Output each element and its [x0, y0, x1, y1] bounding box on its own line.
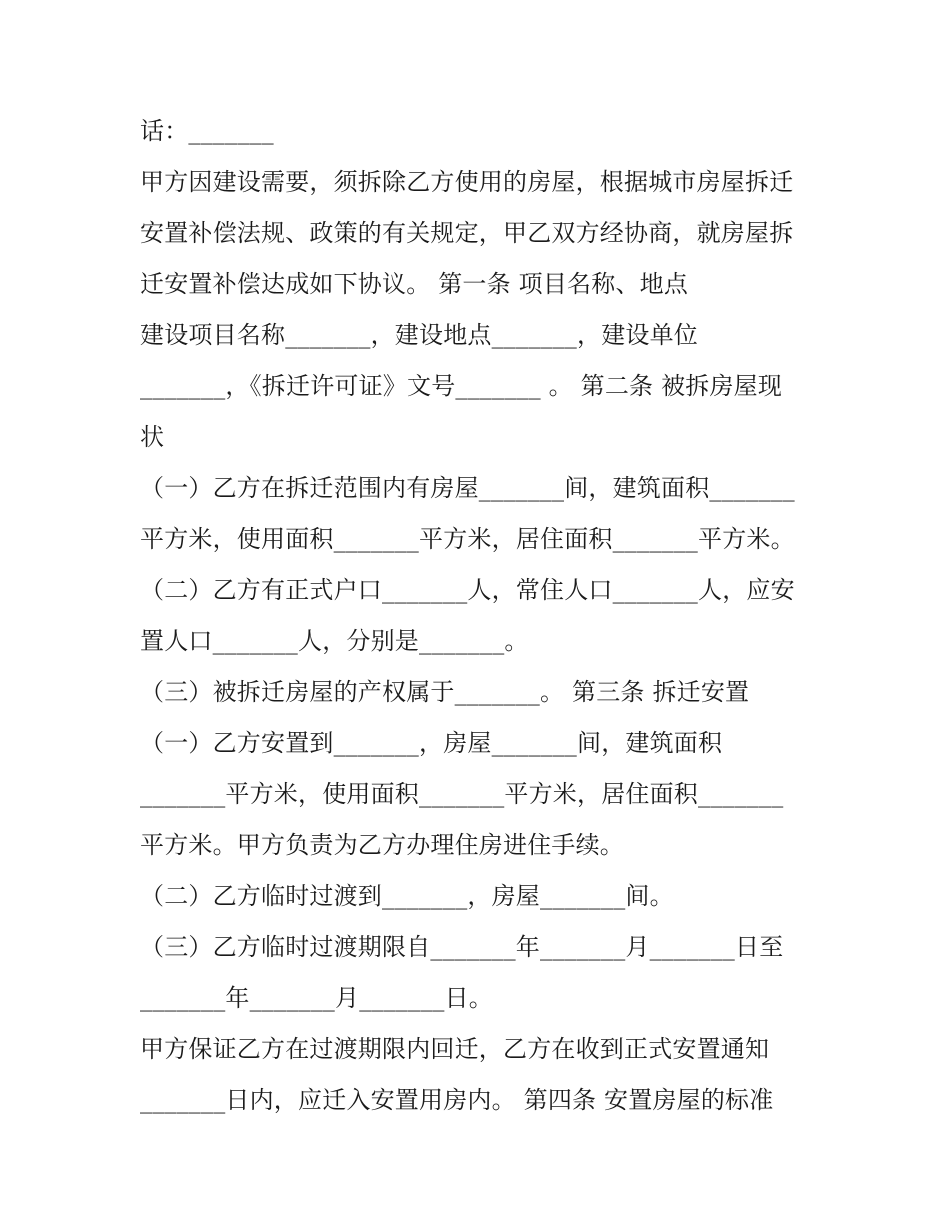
text-line: 状 — [140, 423, 165, 451]
text-line: 平方米。甲方负责为乙方办理住房进住手续。 — [140, 831, 624, 859]
text-line: （二）乙方有正式户口_______人，常住人口_______人，应安 — [140, 576, 795, 604]
text-line: 平方米，使用面积_______平方米，居住面积_______平方米。 — [140, 525, 795, 553]
text-line: _______，《拆迁许可证》文号_______ 。 第二条 被拆房屋现 — [140, 372, 783, 400]
text-line: _______平方米，使用面积_______平方米，居住面积_______ — [140, 780, 784, 808]
text-line: 置人口_______人，分别是_______。 — [140, 627, 529, 655]
document-body — [140, 106, 820, 1126]
text-line: _______年_______月_______日。 — [140, 984, 493, 1012]
text-line: （一）乙方在拆迁范围内有房屋_______间，建筑面积_______ — [140, 474, 795, 502]
text-line: （一）乙方安置到_______，房屋_______间，建筑面积 — [140, 729, 723, 757]
text-line: （三）被拆迁房屋的产权属于_______。 第三条 拆迁安置 — [140, 678, 750, 706]
text-line: 迁安置补偿达成如下协议。 第一条 项目名称、地点 — [140, 270, 689, 298]
text-line: 甲方保证乙方在过渡期限内回迁，乙方在收到正式安置通知 — [140, 1035, 770, 1063]
text-line: 安置补偿法规、政策的有关规定，甲乙双方经协商，就房屋拆 — [140, 219, 794, 247]
text-line: （三）乙方临时过渡期限自_______年_______月_______日至 — [140, 933, 784, 961]
text-line: 建设项目名称_______，建设地点_______，建设单位 — [140, 321, 698, 349]
text-line: （二）乙方临时过渡到_______，房屋_______间。 — [140, 882, 674, 910]
text-line: 甲方因建设需要，须拆除乙方使用的房屋，根据城市房屋拆迁 — [140, 168, 794, 196]
text-line: 话：_______ — [140, 117, 274, 145]
text-line: _______日内，应迁入安置用房内。 第四条 安置房屋的标准 — [140, 1086, 774, 1114]
